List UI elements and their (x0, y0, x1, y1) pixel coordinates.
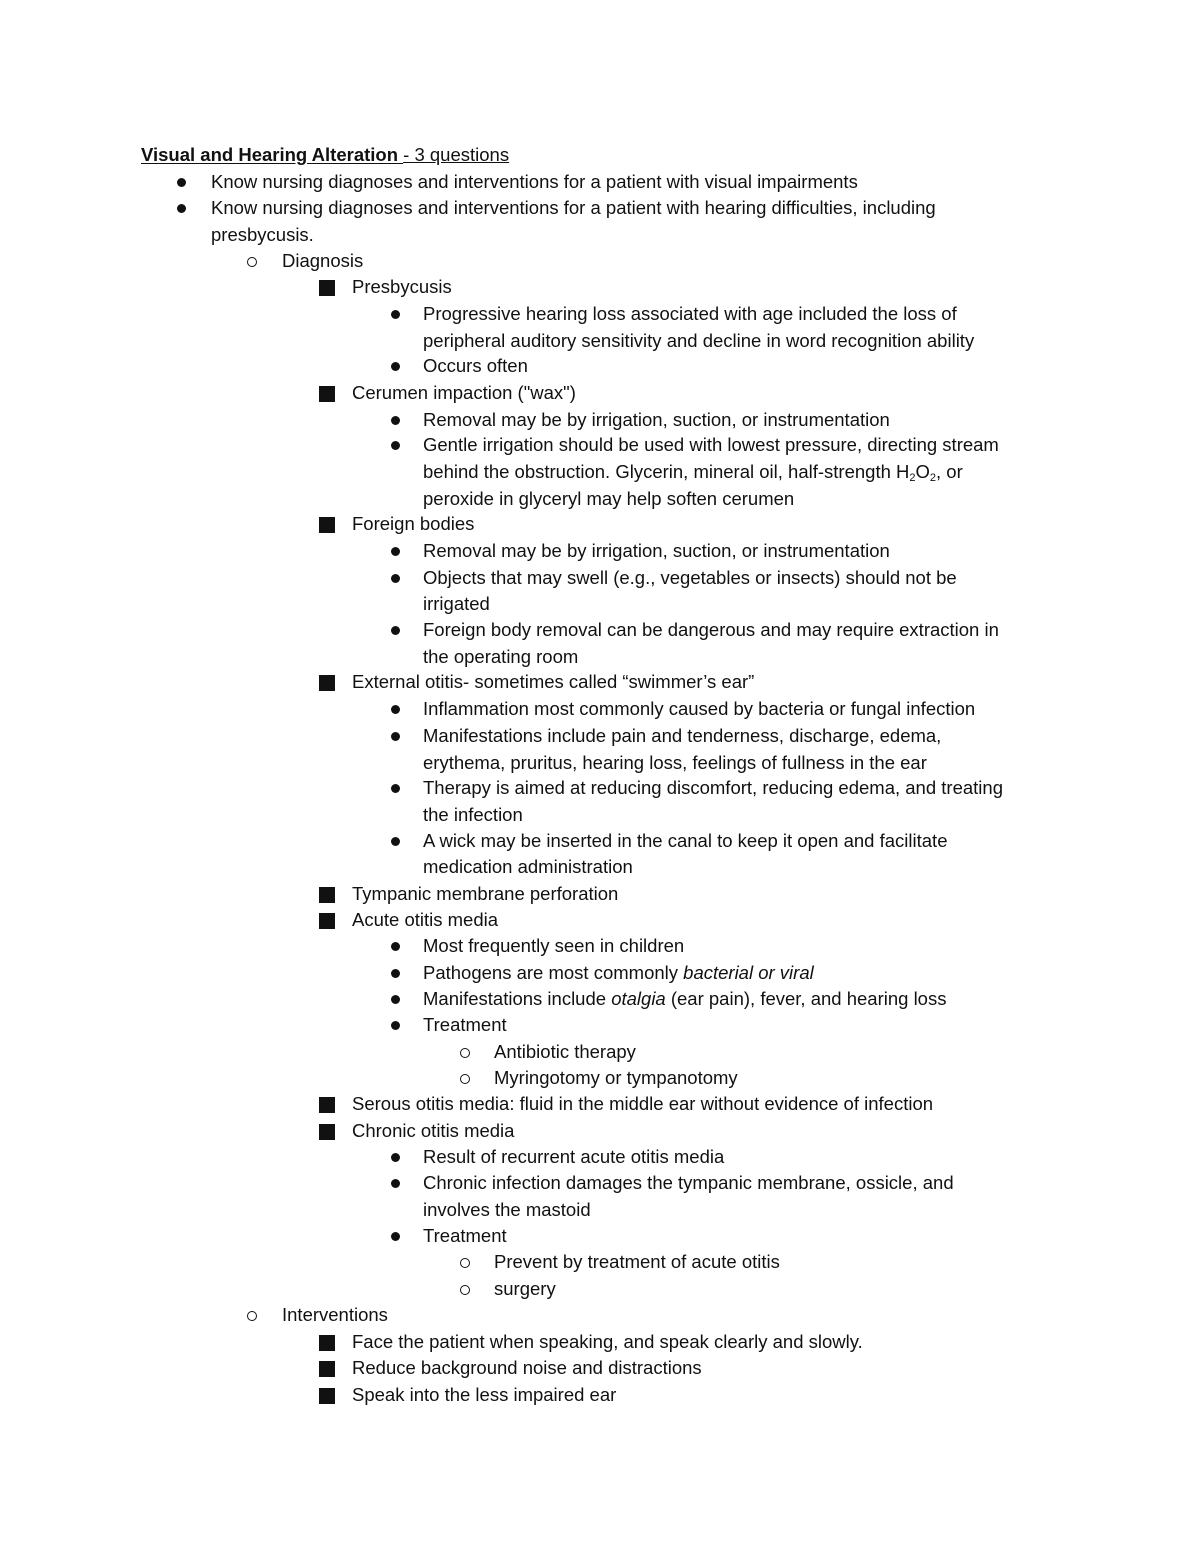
square-bullet-icon (319, 887, 335, 903)
list-item-continuation: the infection (423, 804, 523, 825)
list-item: Acute otitis media (352, 909, 499, 930)
list-item: Most frequently seen in children (423, 935, 685, 956)
bullet-icon (391, 626, 400, 635)
list-item: Removal may be by irrigation, suction, or instrumentation (423, 540, 890, 561)
list-item: Progressive hearing loss associated with age included the loss of (423, 303, 957, 324)
list-item-continuation: peroxide in glyceryl may help soften cerumen (423, 488, 795, 509)
list-item-continuation: involves the mastoid (423, 1199, 591, 1220)
square-bullet-icon (319, 675, 335, 691)
list-item: Result of recurrent acute otitis media (423, 1146, 725, 1167)
circle-bullet-icon (460, 1285, 470, 1295)
list-item: Foreign bodies (352, 513, 475, 534)
bullet-icon (391, 441, 400, 450)
list-item: Treatment (423, 1014, 507, 1035)
list-item: Speak into the less impaired ear (352, 1384, 617, 1405)
bullet-icon (177, 204, 186, 213)
circle-bullet-icon (247, 1311, 257, 1321)
bullet-icon (391, 547, 400, 556)
square-bullet-icon (319, 1361, 335, 1377)
list-item: Removal may be by irrigation, suction, or instrumentation (423, 409, 890, 430)
text-segment: (ear pain), fever, and hearing loss (665, 988, 947, 1009)
list-item: Know nursing diagnoses and interventions for a patient with visual impairments (211, 171, 858, 192)
text-segment: Manifestations include (423, 988, 612, 1009)
square-bullet-icon (319, 1388, 335, 1404)
list-item: Face the patient when speaking, and speak clearly and slowly. (352, 1331, 863, 1352)
circle-bullet-icon (460, 1048, 470, 1058)
list-item: Gentle irrigation should be used with lowest pressure, directing stream (423, 434, 999, 455)
bullet-icon (391, 1232, 400, 1241)
page-title (141, 143, 509, 167)
list-item: Reduce background noise and distractions (352, 1357, 702, 1378)
bullet-icon (391, 705, 400, 714)
square-bullet-icon (319, 1335, 335, 1351)
text-segment: Pathogens are most commonly (423, 962, 684, 983)
square-bullet-icon (319, 1097, 335, 1113)
list-item: A wick may be inserted in the canal to keep it open and facilitate (423, 830, 948, 851)
list-item-continuation: erythema, pruritus, hearing loss, feelings of fullness in the ear (423, 752, 927, 773)
square-bullet-icon (319, 280, 335, 296)
square-bullet-icon (319, 1124, 335, 1140)
list-item: Chronic infection damages the tympanic membrane, ossicle, and (423, 1172, 954, 1193)
list-item: Objects that may swell (e.g., vegetables or insects) should not be (423, 567, 957, 588)
bullet-icon (391, 969, 400, 978)
list-item: Occurs often (423, 355, 528, 376)
bullet-icon (391, 574, 400, 583)
list-item: Tympanic membrane perforation (352, 883, 619, 904)
list-item-continuation: presbycusis. (211, 224, 314, 245)
list-item: surgery (494, 1278, 556, 1299)
square-bullet-icon (319, 386, 335, 402)
bullet-icon (391, 416, 400, 425)
title-subtitle: - 3 questions (403, 144, 510, 165)
section-heading-interventions: Interventions (282, 1304, 388, 1325)
list-item: Know nursing diagnoses and interventions for a patient with hearing difficulties, including (211, 197, 936, 218)
list-item: Cerumen impaction ("wax") (352, 382, 576, 403)
text-segment: , or (936, 461, 963, 482)
list-item: Manifestations include pain and tenderness, discharge, edema, (423, 725, 942, 746)
circle-bullet-icon (247, 257, 257, 267)
bullet-icon (391, 732, 400, 741)
list-item-continuation: medication administration (423, 856, 633, 877)
bullet-icon (391, 1153, 400, 1162)
text-segment: O (915, 461, 930, 482)
square-bullet-icon (319, 913, 335, 929)
bullet-icon (391, 1179, 400, 1188)
list-item (423, 961, 814, 985)
list-item: External otitis- sometimes called “swimmer’s ear” (352, 671, 755, 692)
list-item: Chronic otitis media (352, 1120, 515, 1141)
list-item-continuation: the operating room (423, 646, 579, 667)
bullet-icon (391, 1021, 400, 1030)
bullet-icon (391, 942, 400, 951)
list-item: Prevent by treatment of acute otitis (494, 1251, 780, 1272)
list-item: Inflammation most commonly caused by bacteria or fungal infection (423, 698, 976, 719)
circle-bullet-icon (460, 1258, 470, 1268)
text-segment: behind the obstruction. Glycerin, mineral oil, half-strength H (423, 461, 910, 482)
list-item: Presbycusis (352, 276, 452, 297)
list-item: Myringotomy or tympanotomy (494, 1067, 738, 1088)
circle-bullet-icon (460, 1074, 470, 1084)
bullet-icon (391, 310, 400, 319)
bullet-icon (391, 784, 400, 793)
section-heading-diagnosis: Diagnosis (282, 250, 364, 271)
list-item: Therapy is aimed at reducing discomfort, reducing edema, and treating (423, 777, 1003, 798)
subscript: 2 (929, 472, 937, 484)
bullet-icon (391, 837, 400, 846)
list-item: Serous otitis media: fluid in the middle ear without evidence of infection (352, 1093, 934, 1114)
list-item: Antibiotic therapy (494, 1041, 636, 1062)
bullet-icon (391, 362, 400, 371)
bullet-icon (391, 995, 400, 1004)
bullet-icon (177, 178, 186, 187)
square-bullet-icon (319, 517, 335, 533)
title-heading: Visual and Hearing Alteration (141, 144, 404, 165)
italic-text: otalgia (611, 988, 666, 1009)
list-item-continuation (423, 460, 963, 484)
list-item-continuation: irrigated (423, 593, 490, 614)
list-item (423, 987, 946, 1011)
list-item: Treatment (423, 1225, 507, 1246)
list-item-continuation: peripheral auditory sensitivity and decline in word recognition ability (423, 330, 975, 351)
subscript: 2 (909, 472, 916, 484)
italic-text: bacterial or viral (683, 962, 814, 983)
list-item: Foreign body removal can be dangerous and may require extraction in (423, 619, 999, 640)
